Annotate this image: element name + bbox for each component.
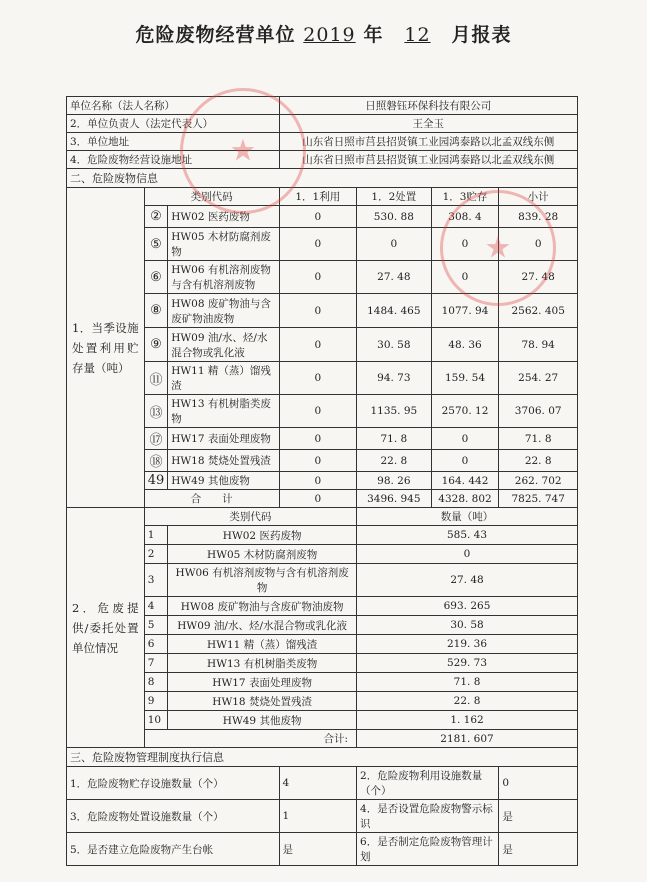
- supply-no: 6: [144, 635, 168, 654]
- mgmt-row: [67, 767, 578, 800]
- value-store: 2570. 12: [431, 395, 499, 428]
- total-total: 7825. 747: [499, 490, 578, 508]
- value-store: 0: [431, 428, 499, 450]
- supply-qty: 1. 162: [357, 711, 578, 730]
- col-header-code: 类别代码: [144, 508, 356, 526]
- value-store: 308. 4: [431, 206, 499, 228]
- supply-name: HW17 表面处理废物: [168, 673, 357, 692]
- title-month: 12: [404, 24, 431, 46]
- waste-name: HW13 有机树脂类废物: [168, 395, 279, 428]
- value-total: 27. 48: [499, 261, 578, 294]
- value-use: 0: [279, 328, 356, 362]
- mgmt-value: 4: [279, 767, 356, 800]
- unit-info-value: 山东省日照市莒县招贤镇工业园鸿泰路以北孟双线东侧: [279, 151, 577, 169]
- value-use: 0: [279, 228, 356, 261]
- value-store: 0: [431, 261, 499, 294]
- supply-total-label: 合计:: [144, 730, 356, 748]
- seal-star-icon: ★: [484, 230, 512, 266]
- waste-no: ⑬: [144, 395, 168, 428]
- unit-info-label: 3．单位地址: [67, 133, 280, 151]
- waste-no: ⑱: [144, 450, 168, 472]
- mgmt-value: 1: [279, 800, 356, 833]
- value-store: 0: [431, 450, 499, 472]
- supply-header: [67, 508, 578, 526]
- waste-name: HW06 有机溶剂废物与含有机溶剂废物: [168, 261, 279, 294]
- supply-qty: 27. 48: [357, 564, 578, 597]
- supply-name: HW08 废矿物油与含废矿物油废物: [168, 597, 357, 616]
- mgmt-label: 2．危险废物利用设施数量（个）: [357, 767, 499, 800]
- mgmt-row: [67, 800, 578, 833]
- mgmt-label: 6．是否制定危险废物管理计划: [357, 833, 499, 866]
- value-dispose: 94. 73: [357, 362, 432, 395]
- value-total: 839. 28: [499, 206, 578, 228]
- unit-info-label: 4．危险废物经营设施地址: [67, 151, 280, 169]
- waste-name: HW18 焚烧处置残渣: [168, 450, 279, 472]
- storage-row-label: 1．当季设施处置利用贮存量（吨）: [67, 188, 145, 508]
- supply-qty: 529. 73: [357, 654, 578, 673]
- total-store: 4328. 802: [431, 490, 499, 508]
- mgmt-value: 是: [499, 833, 578, 866]
- col-header-code: 类别代码: [144, 188, 279, 206]
- mgmt-value: 是: [499, 800, 578, 833]
- value-use: 0: [279, 206, 356, 228]
- col-header-total: 小计: [499, 188, 578, 206]
- col-header-store: 1．3贮存: [431, 188, 499, 206]
- supply-qty: 693. 265: [357, 597, 578, 616]
- supply-qty: 22. 8: [357, 692, 578, 711]
- value-use: 0: [279, 450, 356, 472]
- mgmt-label: 3．危险废物处置设施数量（个）: [67, 800, 280, 833]
- waste-no: ⑪: [144, 362, 168, 395]
- value-dispose: 1135. 95: [357, 395, 432, 428]
- value-store: 48. 36: [431, 328, 499, 362]
- waste-no: ⑨: [144, 328, 168, 362]
- supply-total-qty: 2181. 607: [357, 730, 578, 748]
- supply-no: 4: [144, 597, 168, 616]
- unit-info-label: 单位名称（法人名称）: [67, 97, 280, 115]
- waste-no: ⑤: [144, 228, 168, 261]
- supply-no: 2: [144, 545, 168, 564]
- value-store: 1077. 94: [431, 294, 499, 328]
- value-store: 0: [431, 228, 499, 261]
- supply-qty: 0: [357, 545, 578, 564]
- value-dispose: 0: [357, 228, 432, 261]
- value-use: 0: [279, 294, 356, 328]
- waste-name: HW11 精（蒸）馏残渣: [168, 362, 279, 395]
- supply-name: HW11 精（蒸）馏残渣: [168, 635, 357, 654]
- col-header-use: 1．1利用: [279, 188, 356, 206]
- supply-qty: 71. 8: [357, 673, 578, 692]
- waste-name: HW17 表面处理废物: [168, 428, 279, 450]
- value-total: 78. 94: [499, 328, 578, 362]
- waste-name: HW08 废矿物油与含废矿物油废物: [168, 294, 279, 328]
- unit-info-row: [67, 115, 578, 133]
- value-total: 254. 27: [499, 362, 578, 395]
- value-use: 0: [279, 261, 356, 294]
- title-prefix: 危险废物经营单位: [135, 24, 296, 46]
- unit-info-label: 2．单位负责人（法定代表人）: [67, 115, 280, 133]
- supply-no: 10: [144, 711, 168, 730]
- mgmt-value: 是: [279, 833, 356, 866]
- storage-header: [67, 188, 578, 206]
- value-store: 164. 442: [431, 472, 499, 490]
- supply-no: 9: [144, 692, 168, 711]
- supply-name: HW18 焚烧处置残渣: [168, 692, 357, 711]
- value-total: 262. 702: [499, 472, 578, 490]
- col-header-qty: 数量（吨）: [357, 508, 578, 526]
- report-table: [66, 96, 578, 866]
- section-title: 二、危险废物信息: [67, 169, 578, 188]
- waste-no: ⑥: [144, 261, 168, 294]
- value-dispose: 1484. 465: [357, 294, 432, 328]
- supply-name: HW13 有机树脂类废物: [168, 654, 357, 673]
- value-dispose: 71. 8: [357, 428, 432, 450]
- unit-info-value: 王全玉: [279, 115, 577, 133]
- supply-name: HW49 其他废物: [168, 711, 357, 730]
- title-year: 2019: [303, 24, 356, 46]
- supply-no: 3: [144, 564, 168, 597]
- value-total: 71. 8: [499, 428, 578, 450]
- supply-name: HW02 医药废物: [168, 526, 357, 545]
- mgmt-label: 5．是否建立危险废物产生台帐: [67, 833, 280, 866]
- waste-no: ⑧: [144, 294, 168, 328]
- waste-no: ②: [144, 206, 168, 228]
- value-dispose: 22. 8: [357, 450, 432, 472]
- value-total: 2562. 405: [499, 294, 578, 328]
- waste-name: HW09 油/水、烃/水混合物或乳化液: [168, 328, 279, 362]
- supply-no: 7: [144, 654, 168, 673]
- supply-qty: 219. 36: [357, 635, 578, 654]
- total-dispose: 3496. 945: [357, 490, 432, 508]
- value-store: 159. 54: [431, 362, 499, 395]
- value-dispose: 530. 88: [357, 206, 432, 228]
- seal-star-icon: ★: [229, 133, 257, 169]
- value-dispose: 98. 26: [357, 472, 432, 490]
- unit-info-value: 日照磐钰环保科技有限公司: [279, 97, 577, 115]
- supply-qty: 585. 43: [357, 526, 578, 545]
- supply-name: HW05 木材防腐剂废物: [168, 545, 357, 564]
- mgmt-label: 4．是否设置危险废物警示标识: [357, 800, 499, 833]
- value-total: 3706. 07: [499, 395, 578, 428]
- title-year-suffix: 年: [363, 24, 384, 46]
- title-month-suffix: 月报表: [451, 24, 512, 46]
- waste-name: HW49 其他废物: [168, 472, 279, 490]
- col-header-dispose: 1．2处置: [357, 188, 432, 206]
- section-3-header: [67, 748, 578, 767]
- value-use: 0: [279, 472, 356, 490]
- value-total: 0: [499, 228, 578, 261]
- waste-no: ⑰: [144, 428, 168, 450]
- supply-no: 1: [144, 526, 168, 545]
- mgmt-label: 1．危险废物贮存设施数量（个）: [67, 767, 280, 800]
- value-use: 0: [279, 395, 356, 428]
- total-use: 0: [279, 490, 356, 508]
- unit-info-row: [67, 97, 578, 115]
- report-title: [0, 20, 647, 47]
- total-label: 合 计: [144, 490, 279, 508]
- mgmt-value: 0: [499, 767, 578, 800]
- value-use: 0: [279, 362, 356, 395]
- value-total: 22. 8: [499, 450, 578, 472]
- supply-no: 8: [144, 673, 168, 692]
- unit-info-row: [67, 133, 578, 151]
- unit-info-row: [67, 151, 578, 169]
- supply-name: HW09 油/水、烃/水混合物或乳化液: [168, 616, 357, 635]
- supply-row-label: 2．危废提供/委托处置单位情况: [67, 508, 145, 748]
- supply-name: HW06 有机溶剂废物与含有机溶剂废物: [168, 564, 357, 597]
- supply-qty: 30. 58: [357, 616, 578, 635]
- unit-info-value: 山东省日照市莒县招贤镇工业园鸿泰路以北孟双线东侧: [279, 133, 577, 151]
- section-2-header: [67, 169, 578, 188]
- waste-name: HW02 医药废物: [168, 206, 279, 228]
- waste-name: HW05 木材防腐剂废物: [168, 228, 279, 261]
- value-dispose: 27. 48: [357, 261, 432, 294]
- value-dispose: 30. 58: [357, 328, 432, 362]
- mgmt-row: [67, 833, 578, 866]
- waste-no: 49: [144, 472, 168, 490]
- supply-no: 5: [144, 616, 168, 635]
- value-use: 0: [279, 428, 356, 450]
- section-title: 三、危险废物管理制度执行信息: [67, 748, 578, 767]
